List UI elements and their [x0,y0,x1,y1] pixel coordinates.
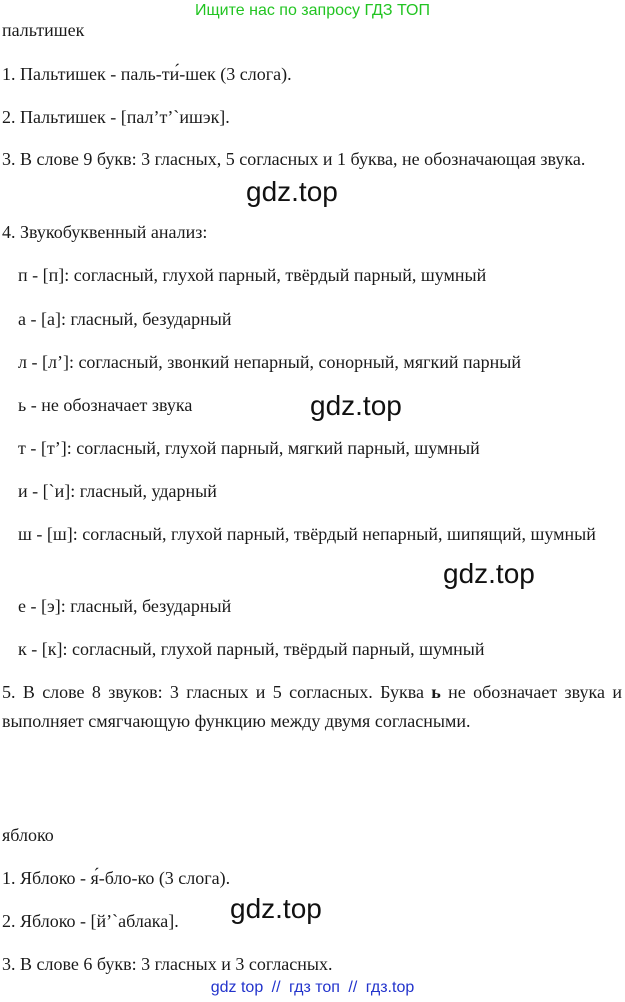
footer-separator: // [271,979,281,996]
watermark-logo: gdz.top [230,893,322,924]
letter-analysis-item: т - [т’]: согласный, глухой парный, мягкий парный, шумный [18,438,480,458]
watermark-logo: gdz.top [246,176,338,207]
watermark-logo: gdz.top [310,390,402,421]
word1-syllables: 1. Пальтишек - паль-ти́-шек (3 слога). [2,64,292,84]
letter-analysis-item: а - [а]: гласный, безударный [18,309,232,329]
word1-sound-summary: 5. В слове 8 звуков: 3 гласных и 5 согласных. Буква ь не обозначает звука и выполняет смягчающую функцию между двумя согласными. [2,682,622,731]
letter-analysis-item: ь - не обозначает звука [18,395,193,415]
letter-analysis-item: к - [к]: согласный, глухой парный, твёрдый парный, шумный [18,639,485,659]
word2-syllables: 1. Яблоко - я́-бло-ко (3 слога). [2,868,231,888]
word1-transcription: 2. Пальтишек - [пал’т’`ишэк]. [2,107,230,127]
word1-letter-count: 3. В слове 9 букв: 3 гласных, 5 согласных и 1 буква, не обозначающая звука. [2,149,586,169]
soft-sign-letter: ь [431,682,441,702]
letter-analysis-item: ш - [ш]: согласный, глухой парный, твёрдый непарный, шипящий, шумный [18,524,596,544]
word1-analysis-heading: 4. Звукобуквенный анализ: [2,222,208,242]
footer-link-gdz-top[interactable]: gdz top [210,979,264,996]
footer-link-gdz-dot-top[interactable]: гдз.top [365,979,415,996]
promo-banner: Ищите нас по запросу ГДЗ ТОП [195,2,430,19]
footer-links [0,977,625,999]
footer-link-gdz-top-ru[interactable]: гдз топ [289,979,340,996]
word1-title: пальтишек [2,20,85,40]
word2-letter-count: 3. В слове 6 букв: 3 гласных и 3 согласных. [2,954,333,974]
footer-separator: // [348,979,358,996]
letter-analysis-item: л - [л’]: согласный, звонкий непарный, сонорный, мягкий парный [18,352,521,372]
watermark-logo: gdz.top [443,558,535,589]
letter-analysis-item: п - [п]: согласный, глухой парный, твёрдый парный, шумный [18,265,487,285]
word2-transcription: 2. Яблоко - [й’`аблака]. [2,911,179,931]
letter-analysis-item: е - [э]: гласный, безударный [18,596,232,616]
letter-analysis-item: и - [`и]: гласный, ударный [18,481,217,501]
word2-title: яблоко [2,825,54,845]
